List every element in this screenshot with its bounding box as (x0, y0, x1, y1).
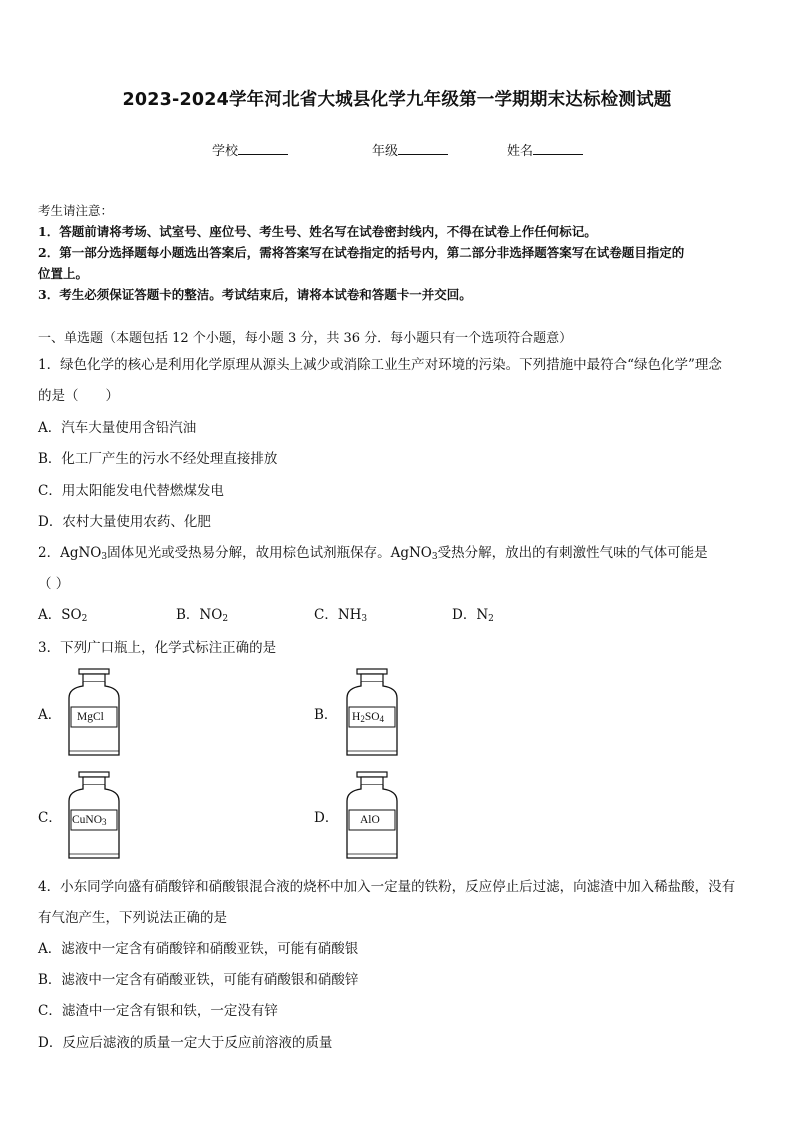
q2-text: 固体见光或受热易分解，故用棕色试剂瓶保存。AgNO (107, 545, 432, 561)
bottle-d-label: AlO (360, 814, 380, 826)
school-blank (238, 141, 288, 155)
school-field (212, 140, 288, 159)
q2-text: 受热分解，放出的有刺激性气味的气体可能是 (437, 545, 708, 561)
q4-option-b: B．滤液中一定含有硝酸亚铁，可能有硝酸银和硝酸锌 (38, 972, 359, 988)
grade-label: 年级 (372, 144, 399, 159)
q4-option-c: C．滤渣中一定含有银和铁，一定没有锌 (38, 1003, 278, 1019)
bottle-b-label (352, 711, 384, 724)
q2-option-d-sub: 2 (488, 614, 494, 624)
bottle-b-label-part: H (352, 711, 361, 723)
q2-option-b-text: B．NO (176, 607, 223, 623)
q1-option-a: A．汽车大量使用含铅汽油 (38, 420, 197, 436)
bottle-b-label-part: SO (364, 711, 380, 723)
q2-option-c (314, 603, 367, 624)
q2-sub: 3 (101, 552, 108, 562)
q3-option-c: C． (38, 810, 62, 826)
q4-stem-line1: 4．小东同学向盛有硝酸锌和硝酸银混合液的烧杯中加入一定量的铁粉，反应停止后过滤，向滤渣中加入稀盐酸，没有 (38, 879, 736, 895)
notice-item: 1．答题前请将考场、试室号、座位号、考生号、姓名写在试卷密封线内，不得在试卷上作任何标记。 (38, 224, 597, 239)
bottle-b-label-sub: 4 (379, 714, 385, 724)
q1-stem-line1: 1．绿色化学的核心是利用化学原理从源头上减少或消除工业生产对环境的污染。下列措施中最符合“绿色化学”理念 (38, 357, 722, 373)
q2-text: 2．AgNO (38, 545, 102, 561)
notice-block (38, 200, 684, 305)
notice-item: 位置上。 (38, 266, 89, 281)
bottle-c-label-sub: 3 (102, 817, 107, 827)
bottle-c-label (72, 814, 107, 827)
q3-option-b: B． (314, 707, 338, 723)
q1-option-d: D．农村大量使用农药、化肥 (38, 514, 211, 530)
q2-option-b (176, 603, 228, 624)
q2-option-c-sub: 3 (361, 614, 368, 624)
q3-stem: 3．下列广口瓶上，化学式标注正确的是 (38, 640, 277, 656)
q2-stem-line2: （ ） (38, 576, 70, 592)
section-heading: 一、单选题（本题包括 12 个小题，每小题 3 分，共 36 分．每小题只有一个选项符合题意） (38, 331, 573, 346)
q2-option-b-sub: 2 (222, 614, 229, 624)
bottle-b-label-sub: 2 (360, 714, 365, 724)
q4-option-d: D．反应后滤液的质量一定大于反应前溶液的质量 (38, 1035, 333, 1051)
name-label: 姓名 (507, 144, 534, 159)
name-blank (533, 141, 583, 155)
exam-title: 2023-2024学年河北省大城县化学九年级第一学期期末达标检测试题 (122, 90, 672, 110)
notice-item: 2．第一部分选择题每小题选出答案后，需将答案写在试卷指定的括号内，第二部分非选择题答案写在试卷题目指定的 (38, 245, 685, 260)
q2-option-a (38, 603, 87, 624)
q1-option-b: B．化工厂产生的污水不经处理直接排放 (38, 451, 278, 467)
bottle-a-label: MgCl (77, 711, 104, 723)
grade-field (372, 140, 448, 159)
q2-sub: 3 (431, 552, 438, 562)
q3-option-d: D． (314, 810, 339, 826)
school-label: 学校 (212, 144, 239, 159)
q2-option-d-text: D．N (452, 607, 489, 623)
bottle-c-label-part: CuNO (72, 814, 103, 826)
q2-stem-line1 (38, 541, 708, 562)
grade-blank (398, 141, 448, 155)
q2-option-c-text: C．NH (314, 607, 362, 623)
q1-stem-line2: 的是（ ） (38, 388, 119, 404)
q2-option-d (452, 603, 494, 624)
notice-item: 3．考生必须保证答题卡的整洁。考试结束后，请将本试卷和答题卡一并交回。 (38, 287, 472, 302)
q1-option-c: C．用太阳能发电代替燃煤发电 (38, 483, 224, 499)
q2-option-a-sub: 2 (81, 614, 88, 624)
notice-heading: 考生请注意： (38, 203, 114, 218)
name-field (507, 140, 583, 159)
q4-option-a: A．滤液中一定含有硝酸锌和硝酸亚铁，可能有硝酸银 (38, 941, 359, 957)
q4-stem-line2: 有气泡产生，下列说法正确的是 (38, 910, 227, 926)
q2-option-a-text: A．SO (38, 607, 82, 623)
q3-option-a: A． (38, 707, 62, 723)
